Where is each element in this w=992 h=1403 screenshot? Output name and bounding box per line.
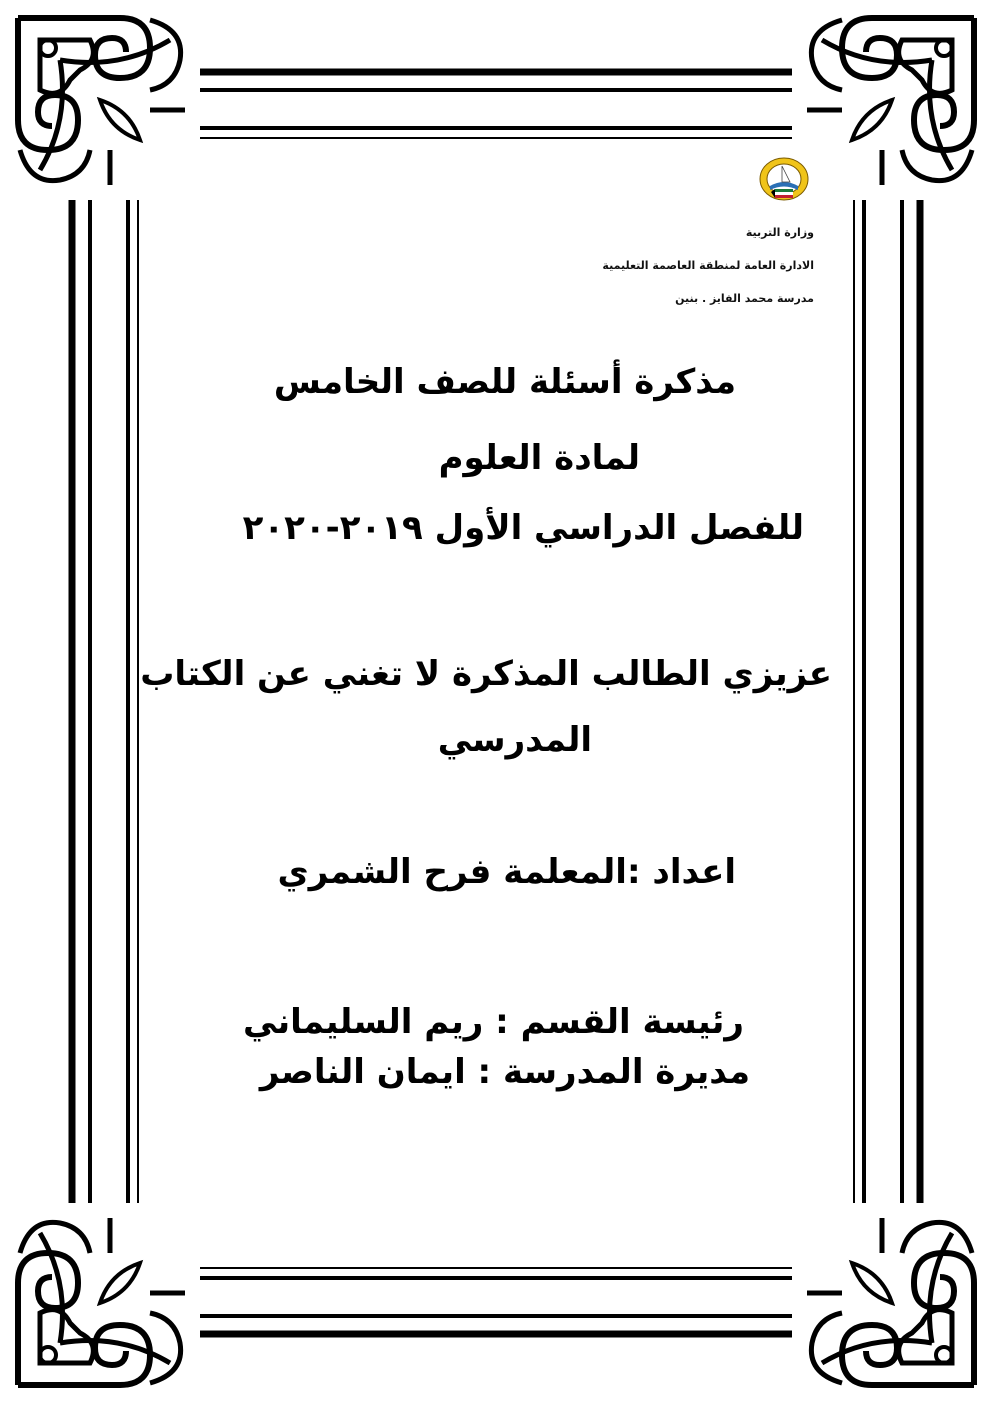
school-principal: مديرة المدرسة : ايمان الناصر — [259, 1052, 750, 1092]
student-note-line1: عزيزي الطالب المذكرة لا تغني عن الكتاب — [140, 654, 832, 694]
document-title: مذكرة أسئلة للصف الخامس — [273, 362, 736, 402]
semester-title: للفصل الدراسي الأول ٢٠١٩-٢٠٢٠ — [242, 508, 804, 548]
student-note-line2: المدرسي — [437, 720, 592, 760]
kuwait-emblem-icon — [758, 156, 810, 202]
prepared-by: اعداد :المعلمة فرح الشمري — [277, 852, 736, 892]
subject-title: لمادة العلوم — [438, 438, 640, 478]
head-of-department: رئيسة القسم : ريم السليماني — [242, 1002, 744, 1042]
directorate-name: الادارة العامة لمنطقة العاصمة التعليمية — [602, 259, 814, 272]
ministry-name: وزارة التربية — [745, 226, 814, 239]
school-name: مدرسة محمد الفايز . بنين — [675, 292, 814, 305]
